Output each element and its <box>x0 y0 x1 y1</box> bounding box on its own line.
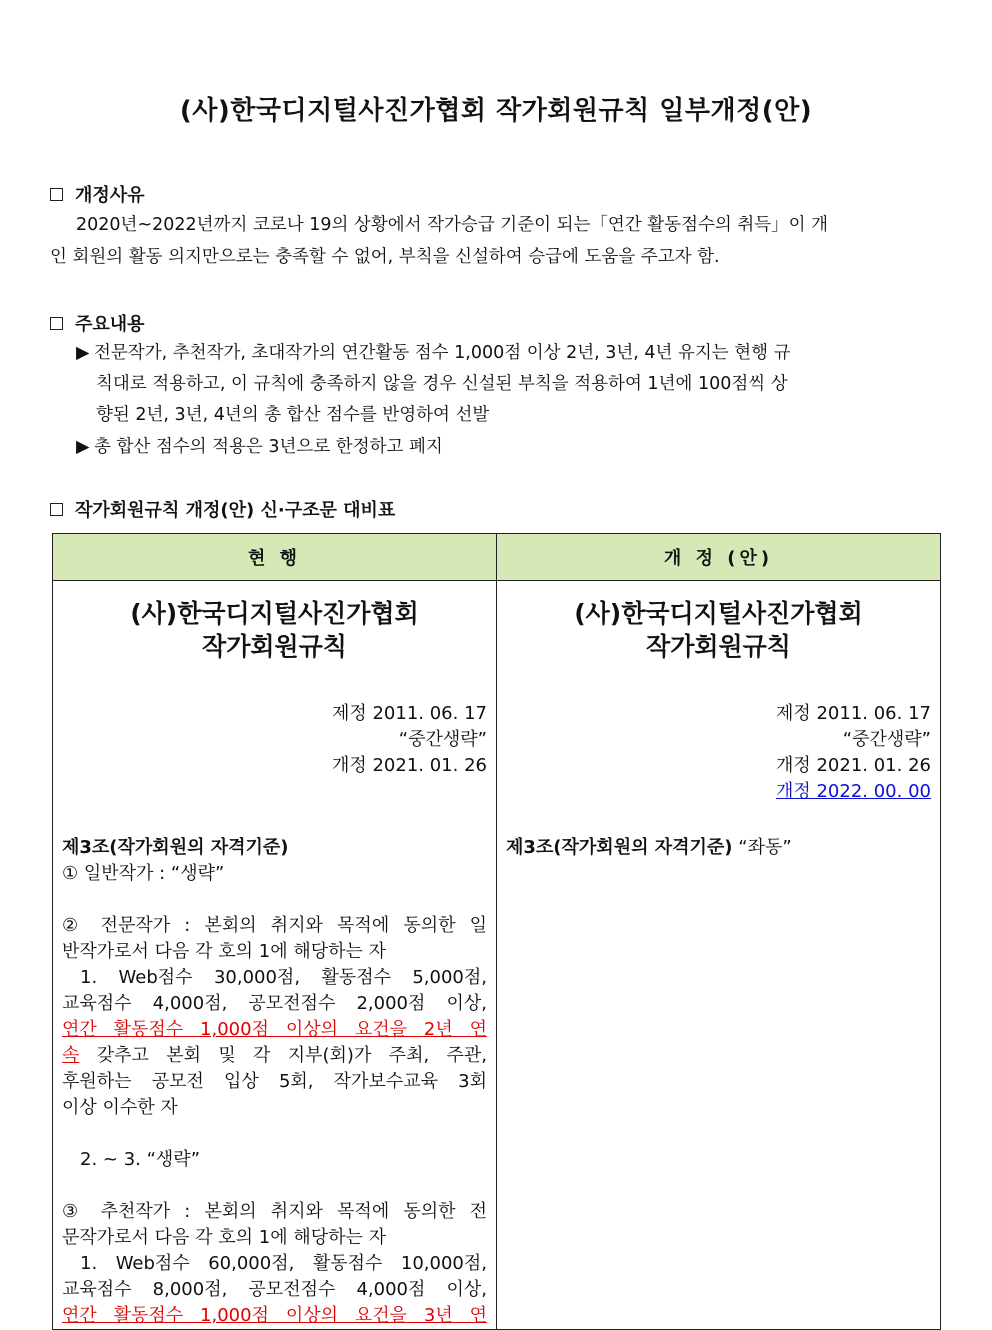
checkbox-square-icon <box>50 503 63 516</box>
section-heading-main <box>50 310 145 336</box>
rule-dates: 제정 2011. 06. 17 “중간생략” 개정 2021. 01. 26 <box>331 703 487 776</box>
section-heading-label: 작가회원규칙 개정(안) 신·구조문 대비표 <box>75 500 396 521</box>
reason-line-2: 인 회원의 활동 의지만으로는 충족할 수 없어, 부칙을 신설하여 승급에 도움을 주고자 함. <box>50 247 720 267</box>
bullet-line: ▶ 총 합산 점수의 적용은 3년으로 한정하고 폐지 <box>76 432 942 463</box>
bullet-line: 칙대로 적용하고, 이 규칙에 충족하지 않을 경우 신설된 부칙을 적용하여 1년에 100점씩 상 <box>96 374 788 394</box>
section-heading-table <box>50 496 395 522</box>
table-row <box>53 581 941 1330</box>
bullet-line: 향된 2년, 3년, 4년의 총 합산 점수를 반영하여 선발 <box>96 405 490 425</box>
header-revised: 개 정 (안) <box>497 534 941 581</box>
main-bullet-2 <box>76 432 942 463</box>
article-title: 제3조(작가회원의 자격기준) <box>506 837 733 858</box>
section-heading-reason <box>50 181 145 207</box>
highlighted-requirement: 연간 활동점수 1,000점 이상의 요건을 3년 연 <box>62 1305 487 1326</box>
highlighted-requirement: 연간 활동점수 1,000점 이상의 요건을 2년 연 <box>62 1019 487 1040</box>
checkbox-square-icon <box>50 317 63 330</box>
triangle-bullet-icon: ▶ <box>76 437 90 457</box>
checkbox-square-icon <box>50 188 63 201</box>
article-title: 제3조(작가회원의 자격기준) <box>62 837 289 858</box>
rule-title: (사)한국디지털사진가협회 작가회원규칙 <box>130 599 419 661</box>
reason-paragraph <box>50 209 943 273</box>
triangle-bullet-icon: ▶ <box>76 343 90 363</box>
header-current: 현 행 <box>53 534 497 581</box>
article-3-revised: 제3조(작가회원의 자격기준) “좌동” <box>506 837 792 858</box>
comparison-table <box>52 533 941 1330</box>
rule-title: (사)한국디지털사진가협회 작가회원규칙 <box>574 599 863 661</box>
document-title: (사)한국디지털사진가협회 작가회원규칙 일부개정(안) <box>179 96 813 126</box>
rule-dates: 제정 2011. 06. 17 “중간생략” 개정 2021. 01. 26 개정 2022. 00. 00 <box>775 703 931 802</box>
article-3-current: 제3조(작가회원의 자격기준) ① 일반작가 : “생략” ② 전문작가 : 본회의 취지와 목적에 동의한 일 반작가로서 다음 각 호의 1에 해당하는 자 1. Web점수 30,000점, 활동점수 5,000점, 교육점수 4,000점, 공모전점수 2,000점 이상, 연간 활동점수 1,000점 이상의 요건을 2년 연 속 갖추고 본회 및 각 지부(회)가 주최, 주관, 후원하는 공모전 입상 5회, 작가보수교육 3회 이상 이수한 자 2. ~ 3. “생략” ③ 추천작가 : 본회의 취지와 목적에 동의한 전 문작가로서 다음 각 호의 1에 해당하는 자 1. Web점수 60,000점, 활동점수 10,000점, 교육점수 8,000점, 공모전점수 4,000점 이상, 연간 활동점수 1,000점 이상의 요건을 3년 연 <box>62 835 487 1329</box>
cell-revised <box>497 581 941 1330</box>
reason-line-1: 2020년~2022년까지 코로나 19의 상황에서 작가승급 기준이 되는「연간 활동점수의 취득」이 개 <box>76 215 829 235</box>
section-heading-label: 주요내용 <box>75 314 145 335</box>
table-header-row <box>53 534 941 581</box>
main-bullet-1 <box>76 338 942 431</box>
cell-current <box>53 581 497 1330</box>
section-heading-label: 개정사유 <box>75 185 145 206</box>
new-amendment-date: 개정 2022. 00. 00 <box>775 781 931 802</box>
bullet-line: ▶ 전문작가, 추천작가, 초대작가의 연간활동 점수 1,000점 이상 2년, 3년, 4년 유지는 현행 규 <box>76 338 942 369</box>
